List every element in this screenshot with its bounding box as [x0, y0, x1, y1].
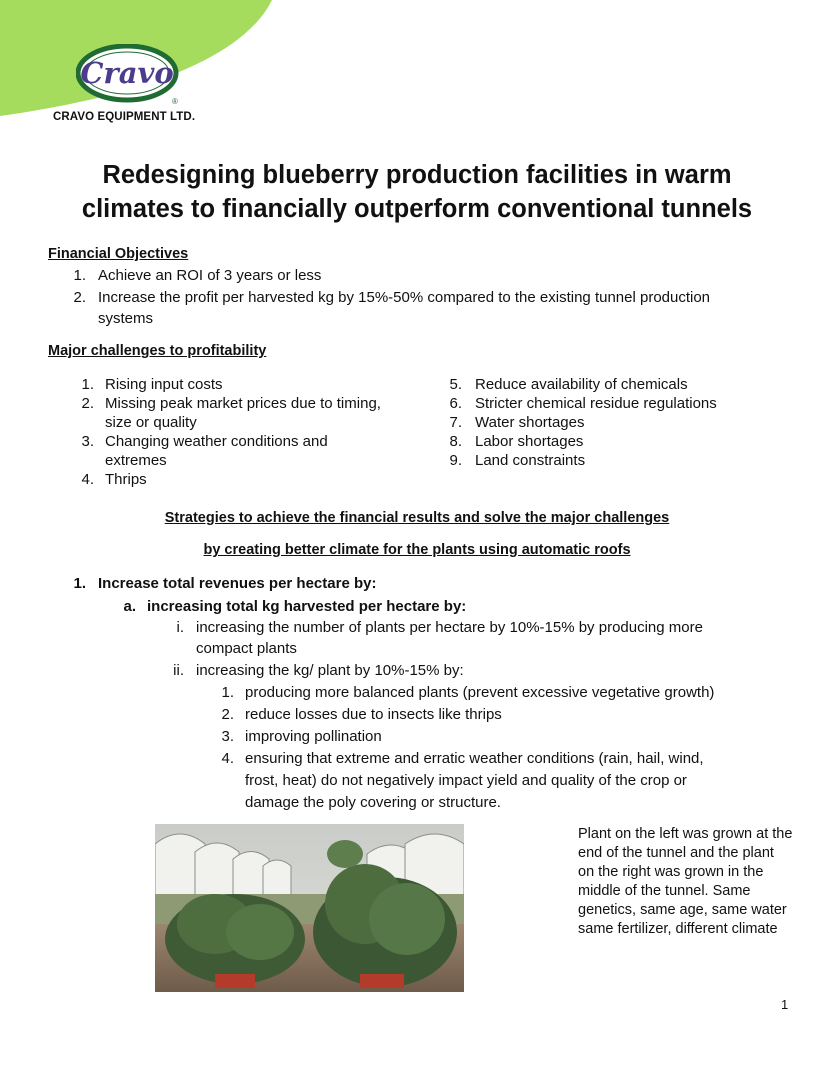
outline-level-2: increasing total kg harvested per hectare by: — [147, 598, 467, 615]
list-item: Achieve an ROI of 3 years or less — [98, 267, 322, 284]
list-item: Reduce availability of chemicals — [475, 376, 688, 393]
list-number: 4. — [81, 471, 94, 488]
page-title — [20, 158, 814, 226]
outline-number: 1. — [221, 684, 234, 701]
strategies-heading-line-1: Strategies to achieve the financial results and solve the major challenges — [164, 510, 670, 526]
title-line-2: climates to financially outperform conventional tunnels — [81, 195, 753, 223]
list-item: Changing weather conditions and — [105, 433, 328, 450]
list-item-continuation: systems — [98, 310, 154, 327]
outline-level-3-continuation: compact plants — [196, 640, 297, 657]
registered-mark: ® — [172, 97, 178, 106]
financial-objectives-heading: Financial Objectives — [48, 246, 189, 262]
outline-level-4: improving pollination — [245, 728, 382, 745]
list-item: Thrips — [105, 471, 147, 488]
outline-number: 3. — [221, 728, 234, 745]
list-number: 2. — [73, 289, 86, 306]
list-number: 3. — [81, 433, 94, 450]
list-number: 8. — [449, 433, 462, 450]
strategies-heading-line-2: by creating better climate for the plants using automatic roofs — [203, 542, 631, 558]
outline-number: 2. — [221, 706, 234, 723]
outline-number: 1. — [73, 575, 86, 592]
list-item: Increase the profit per harvested kg by 15%-50% compared to the existing tunnel production — [98, 289, 711, 306]
list-item-continuation: size or quality — [105, 414, 197, 431]
logo-wordmark: Cravo — [80, 56, 174, 90]
list-number: 6. — [449, 395, 462, 412]
outline-level-3: increasing the kg/ plant by 10%-15% by: — [196, 662, 464, 679]
list-number: 1. — [81, 376, 94, 393]
title-line-1: Redesigning blueberry production facilities in warm — [102, 161, 732, 189]
list-number: 2. — [81, 395, 94, 412]
outline-level-3: increasing the number of plants per hectare by 10%-15% by producing more — [196, 619, 703, 636]
outline-roman: i. — [176, 619, 184, 636]
outline-level-4: producing more balanced plants (prevent excessive vegetative growth) — [245, 684, 715, 701]
outline-level-4-continuation: damage the poly covering or structure. — [245, 794, 501, 811]
outline-level-4-continuation: frost, heat) do not negatively impact yield and quality of the crop or — [245, 772, 687, 789]
company-name: CRAVO EQUIPMENT LTD. — [53, 111, 196, 123]
list-item: Missing peak market prices due to timing, — [105, 395, 381, 412]
blueberry-plants-photo — [155, 824, 464, 992]
list-item: Rising input costs — [105, 376, 223, 393]
list-item: Stricter chemical residue regulations — [475, 395, 717, 412]
list-item-continuation: extremes — [105, 452, 167, 469]
list-item: Water shortages — [475, 414, 585, 431]
outline-number: 4. — [221, 750, 234, 767]
outline-letter: a. — [123, 598, 136, 615]
page-number: 1 — [781, 997, 789, 1012]
photo-caption: Plant on the left was grown at the end of the tunnel and the plant on the right was grown in the middle of the tunnel. Same genetics, same age, same water same fertilizer, different climate — [578, 826, 793, 937]
list-item: Land constraints — [475, 452, 586, 469]
outline-level-4: ensuring that extreme and erratic weather conditions (rain, hail, wind, — [245, 750, 704, 767]
cravo-logo — [76, 44, 182, 106]
list-item: Labor shortages — [475, 433, 584, 450]
outline-roman: ii. — [173, 662, 184, 679]
list-number: 7. — [449, 414, 462, 431]
outline-level-4: reduce losses due to insects like thrips — [245, 706, 502, 723]
outline-level-1: Increase total revenues per hectare by: — [98, 575, 377, 592]
list-number: 9. — [449, 452, 462, 469]
challenges-heading: Major challenges to profitability — [48, 343, 267, 359]
list-number: 1. — [73, 267, 86, 284]
list-number: 5. — [449, 376, 462, 393]
